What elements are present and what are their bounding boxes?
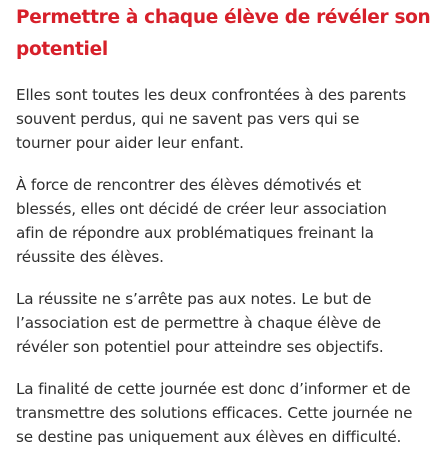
paragraph-line: révéler son potentiel pour atteindre ses objectifs. [16,338,384,356]
paragraph-line: La réussite ne s’arrête pas aux notes. Le but de [16,290,372,308]
article-heading [16,0,430,66]
paragraph-line: tourner pour aider leur enfant. [16,134,244,152]
paragraph-line: À force de rencontrer des élèves démotivés et [16,176,362,194]
heading-line: Permettre à chaque élève de révéler son [16,7,430,28]
paragraph-line: réussite des élèves. [16,248,164,266]
paragraph-association [16,173,390,269]
paragraph-line: l’association est de permettre à chaque élève de [16,314,381,332]
paragraph-line: La finalité de cette journée est donc d’informer et de [16,380,411,398]
paragraph-purpose [16,377,413,449]
paragraph-line: souvent perdus, qui ne savent pas vers qui se [16,110,360,128]
heading-line: potentiel [16,39,108,60]
paragraph-line: afin de répondre aux problématiques freinant la [16,224,374,242]
paragraph-parents [16,83,406,155]
paragraph-line: Elles sont toutes les deux confrontées à des parents [16,86,406,104]
paragraph-line: blessés, elles ont décidé de créer leur association [16,200,387,218]
paragraph-line: se destine pas uniquement aux élèves en difficulté. [16,428,402,446]
paragraph-goal [16,287,390,359]
paragraph-line: transmettre des solutions efficaces. Cette journée ne [16,404,413,422]
